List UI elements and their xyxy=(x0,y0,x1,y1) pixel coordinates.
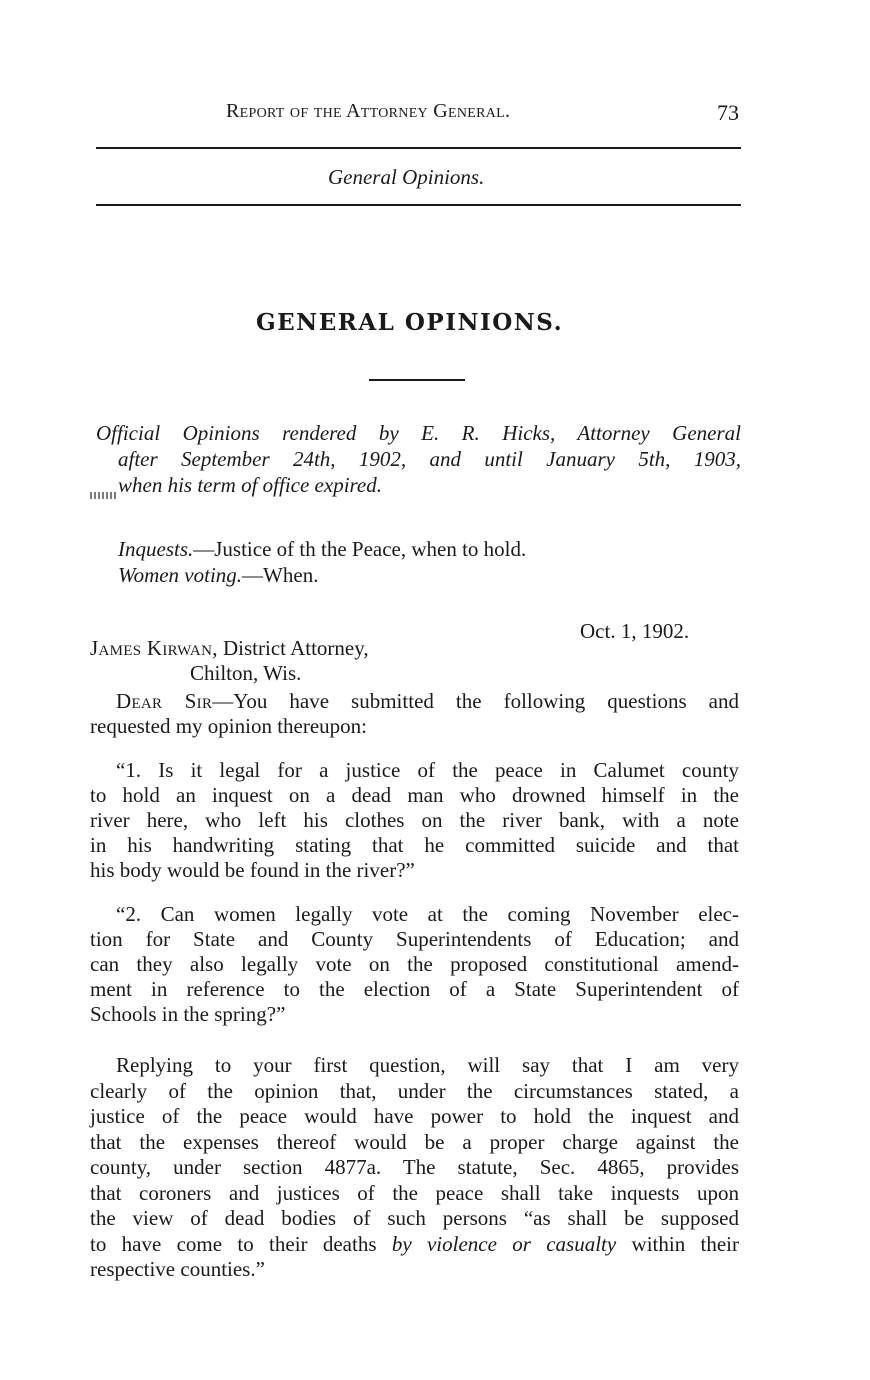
q1-line-5: his body would be found in the river?” xyxy=(90,858,415,882)
opening-paragraph xyxy=(90,689,739,739)
running-title: Report of the Attorney General. xyxy=(226,100,511,122)
reply-line-8-end: within their xyxy=(616,1231,740,1256)
q1-line-4: in his handwriting stating that he committed suicide and that xyxy=(90,833,739,857)
reply-line-8-start: to have come to their deaths xyxy=(90,1231,392,1256)
page-number: 73 xyxy=(717,100,739,125)
subject-women-text: —When. xyxy=(242,563,319,587)
subject-inquests-text: —Justice of th the Peace, when to hold. xyxy=(193,537,527,561)
main-heading: GENERAL OPINIONS. xyxy=(256,309,564,336)
intro-paragraph xyxy=(96,420,741,498)
salutation: Dear Sir xyxy=(116,689,213,713)
intro-line-1: Official Opinions rendered by E. R. Hicks, Attorney General xyxy=(96,421,741,445)
reply-line-6: that coroners and justices of the peace shall take inquests upon xyxy=(90,1180,739,1205)
addressee-title: District Attorney, xyxy=(217,636,369,660)
subject-line-inquests xyxy=(118,537,526,562)
reply-line-1: Replying to your first question, will say that I am very xyxy=(116,1053,739,1077)
section-title: General Opinions. xyxy=(328,165,485,189)
addressee-name: James Kirwan, xyxy=(90,636,218,660)
reply-line-2: clearly of the opinion that, under the circumstances stated, a xyxy=(90,1078,739,1103)
opening-text-1: —You have submitted the following questions and xyxy=(212,689,739,713)
addressee-place: Chilton, Wis. xyxy=(190,661,302,685)
intro-line-2: after September 24th, 1902, and until January 5th, 1903, xyxy=(118,447,741,471)
opening-line-1 xyxy=(90,689,739,714)
reply-paragraph xyxy=(90,1053,739,1283)
reply-line-7: the view of dead bodies of such persons “as shall be supposed xyxy=(90,1206,739,1230)
addressee-line xyxy=(90,636,369,661)
opening-line-2: requested my opinion thereupon: xyxy=(90,714,368,738)
question-1 xyxy=(90,758,739,883)
q2-line-4: ment in reference to the election of a State Superintendent of xyxy=(90,977,739,1001)
question-2 xyxy=(90,902,739,1027)
subject-inquests-label: Inquests. xyxy=(118,537,194,561)
q2-line-3: can they also legally vote on the proposed constitutional amend- xyxy=(90,952,739,976)
reply-line-3: justice of the peace would have power to hold the inquest and xyxy=(90,1104,739,1128)
reply-line-5: county, under section 4877a. The statute, Sec. 4865, provides xyxy=(90,1155,739,1179)
subject-women-label: Women voting. xyxy=(118,563,243,587)
q2-line-2: tion for State and County Superintendents of Education; and xyxy=(90,927,739,951)
q1-line-3: river here, who left his clothes on the river bank, with a note xyxy=(90,808,739,832)
q1-line-2: to hold an inquest on a dead man who drowned himself in the xyxy=(90,783,739,807)
q1-line-1: “1. Is it legal for a justice of the peace in Calumet county xyxy=(116,758,739,782)
header-bottom-rule xyxy=(96,204,741,206)
ink-smudge-mark xyxy=(90,492,116,499)
reply-line-9: respective counties.” xyxy=(90,1257,265,1281)
subject-line-women-voting xyxy=(118,563,318,588)
intro-line-3: when his term of office expired. xyxy=(118,473,382,497)
letter-date: Oct. 1, 1902. xyxy=(580,619,690,643)
header-top-rule xyxy=(96,147,741,149)
reply-line-8-italic: by violence or casualty xyxy=(391,1231,617,1256)
q2-line-1: “2. Can women legally vote at the coming November elec- xyxy=(116,902,739,926)
reply-line-8 xyxy=(90,1232,739,1258)
q2-line-5: Schools in the spring?” xyxy=(90,1002,286,1026)
reply-line-4: that the expenses thereof would be a proper charge against the xyxy=(90,1129,739,1154)
heading-divider xyxy=(369,379,465,381)
